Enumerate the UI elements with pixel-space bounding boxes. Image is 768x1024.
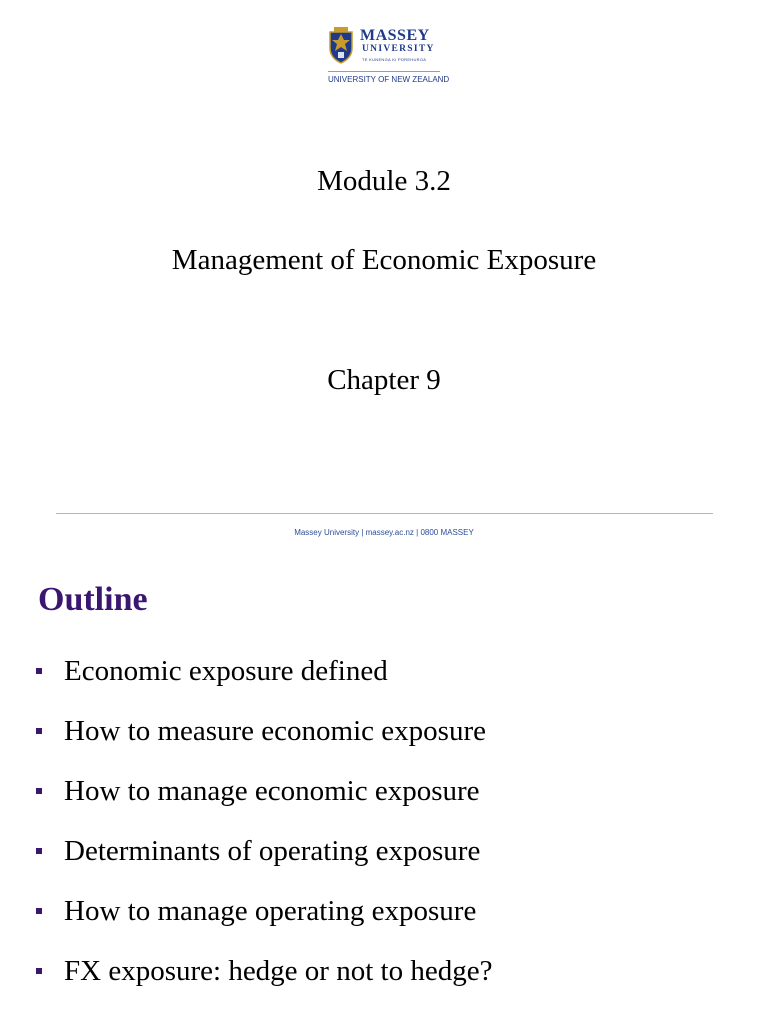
- list-item: [36, 831, 736, 871]
- logo-name-line1: MASSEY: [360, 27, 430, 44]
- massey-university-logo: [328, 26, 450, 88]
- footer-divider: [56, 513, 713, 514]
- list-item: [36, 771, 736, 811]
- list-item-text: How to manage operating exposure: [64, 895, 477, 927]
- list-item: [36, 951, 736, 991]
- list-item-text: FX exposure: hedge or not to hedge?: [64, 955, 493, 987]
- slide-title: Management of Economic Exposure: [171, 244, 597, 276]
- logo-divider: [328, 71, 440, 72]
- chapter-label: Chapter 9: [327, 364, 441, 396]
- crest-icon: [328, 26, 354, 64]
- bullet-square-icon: [36, 968, 42, 974]
- bullet-square-icon: [36, 848, 42, 854]
- list-item: [36, 651, 736, 691]
- list-item: [36, 891, 736, 931]
- module-number: Module 3.2: [317, 165, 451, 197]
- outline-heading: Outline: [38, 581, 148, 618]
- logo-maori-line: TE KUNENGA KI PŪREHUROA: [362, 57, 427, 62]
- logo-country-line: UNIVERSITY OF NEW ZEALAND: [328, 75, 450, 84]
- list-item-text: Determinants of operating exposure: [64, 835, 481, 867]
- logo-name-line2: UNIVERSITY: [362, 44, 435, 54]
- footer-text: Massey University | massey.ac.nz | 0800 MASSEY: [294, 528, 474, 537]
- list-item-text: How to measure economic exposure: [64, 715, 486, 747]
- bullet-square-icon: [36, 908, 42, 914]
- list-item-text: Economic exposure defined: [64, 655, 388, 687]
- list-item-text: How to manage economic exposure: [64, 775, 480, 807]
- bullet-square-icon: [36, 668, 42, 674]
- list-item: [36, 711, 736, 751]
- bullet-square-icon: [36, 728, 42, 734]
- bullet-square-icon: [36, 788, 42, 794]
